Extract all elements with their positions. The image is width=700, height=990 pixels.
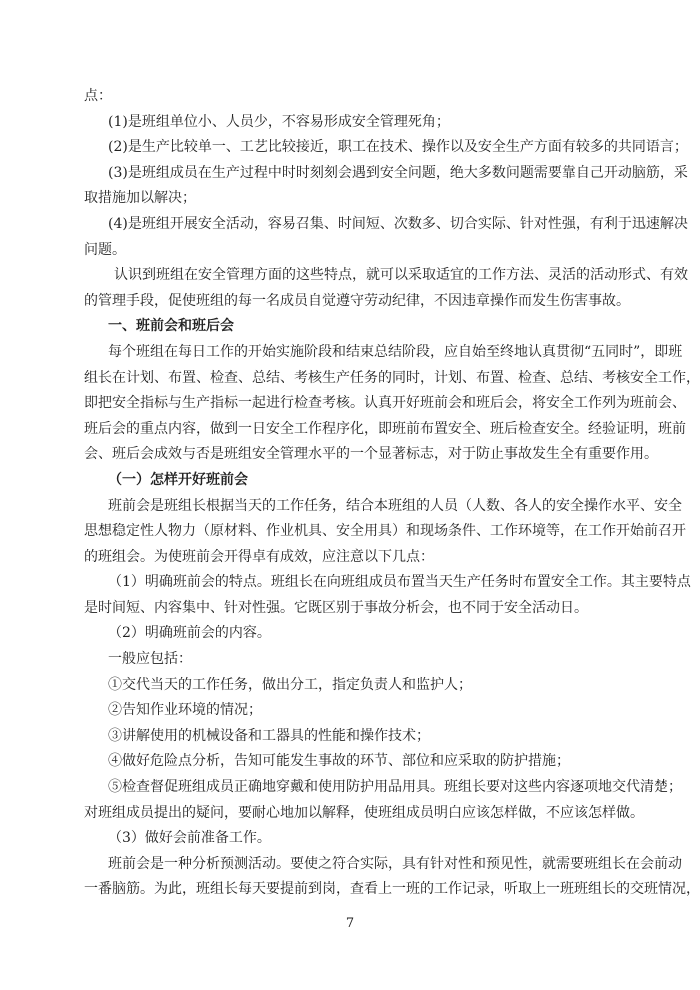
paragraph	[84, 647, 622, 673]
paragraph	[84, 570, 691, 621]
text-line: 即把安全指标与生产指标一起进行检查考核。认真开好班前会和班后会，将安全工作列为班前会、	[84, 395, 686, 412]
text-line: ④做好危险点分析，告知可能发生事故的环节、部位和应采取的防护措施；	[108, 753, 570, 770]
paragraph	[84, 212, 688, 263]
text-line: (1)是班组单位小、人员少，不容易形成安全管理死角；	[108, 113, 450, 130]
page-number: 7	[345, 916, 355, 931]
paragraph	[84, 673, 622, 699]
text-line: 组长在计划、布置、检查、总结、考核生产任务的同时，计划、布置、检查、总结、考核安全工作，	[84, 369, 700, 386]
text-line: 一番脑筋。为此，班组长每天要提前到岗，查看上一班的工作记录，听取上一班班组长的交班情况，	[84, 881, 700, 898]
text-line: 一、班前会和班后会	[108, 318, 234, 335]
text-line: 对班组成员提出的疑问，要耐心地加以解释，使班组成员明白应该怎样做，不应该怎样做。	[84, 804, 644, 821]
text-line: ⑤检查督促班组成员正确地穿戴和使用防护用品用具。班组长要对这些内容逐项地交代清楚；	[108, 779, 682, 796]
text-line: 会、班后会成效与否是班组安全管理水平的一个显著标志，对于防止事故发生全有重要作用。	[84, 446, 658, 463]
text-line: (3)是班组成员在生产过程中时时刻刻会遇到安全问题，绝大多数问题需要靠自己开动脑筋，采	[108, 164, 688, 181]
text-line: 点：	[84, 88, 112, 104]
paragraph	[84, 135, 688, 161]
text-line: 班后会的重点内容，做到一日安全工作程序化，即班前布置安全、班后检查安全。经验证明，班前	[84, 420, 686, 437]
text-line: 问题。	[84, 241, 126, 258]
paragraph	[84, 749, 622, 775]
text-line: ③讲解使用的机械设备和工器具的性能和操作技术；	[108, 727, 430, 744]
paragraph	[84, 621, 622, 647]
text-line: （3）做好会前准备工作。	[108, 830, 271, 847]
text-line: （1）明确班前会的特点。班组长在向班组成员布置当天生产任务时布置安全工作。其主要特点	[108, 574, 691, 591]
text-line: (4)是班组开展安全活动，容易召集、时间短、次数多、切合实际、针对性强，有利于迅速解决	[108, 215, 688, 232]
text-line: 班前会是班组长根据当天的工作任务，结合本班组的人员（人数、各人的安全操作水平、安全	[108, 497, 682, 514]
text-line: 每个班组在每日工作的开始实施阶段和结束总结阶段，应自始至终地认真贯彻“五同时”，即班	[108, 343, 683, 360]
paragraph	[84, 110, 622, 136]
document-body	[84, 84, 700, 903]
text-line: 一般应包括：	[108, 651, 192, 668]
paragraph	[84, 826, 622, 852]
text-line: 的班组会。为使班前会开得卓有成效，应注意以下几点：	[84, 548, 434, 565]
text-line: ②告知作业环境的情况；	[108, 702, 262, 719]
paragraph	[84, 161, 688, 212]
text-line: （2）明确班前会的内容。	[108, 625, 271, 642]
text-line: 班前会是一种分析预测活动。要使之符合实际，具有针对性和预见性，就需要班组长在会前动	[108, 855, 682, 872]
paragraph	[84, 84, 622, 110]
text-line: (2)是生产比较单一、工艺比较接近，职工在技术、操作以及安全生产方面有较多的共同语言；	[108, 139, 688, 156]
paragraph	[84, 698, 622, 724]
paragraph	[84, 852, 700, 903]
paragraph	[84, 494, 686, 571]
text-line: 的管理手段，促使班组的每一名成员自觉遵守劳动纪律，不因违章操作而发生伤害事故。	[84, 292, 630, 309]
text-line: 认识到班组在安全管理方面的这些特点，就可以采取适宜的工作方法、灵活的活动形式、有效	[114, 267, 688, 284]
paragraph	[84, 340, 700, 468]
section-heading	[84, 314, 622, 340]
text-line: 是时间短、内容集中、针对性强。它既区别于事故分析会，也不同于安全活动日。	[84, 599, 588, 616]
paragraph	[84, 724, 622, 750]
text-line: （一）怎样开好班前会	[108, 471, 248, 488]
text-line: 思想稳定性人物力（原材料、作业机具、安全用具）和现场条件、工作环境等，在工作开始前召开	[84, 523, 686, 540]
text-line: ①交代当天的工作任务，做出分工，指定负责人和监护人；	[108, 676, 472, 693]
text-line: 取措施加以解决；	[84, 190, 196, 207]
section-heading	[84, 468, 622, 494]
paragraph	[84, 263, 688, 314]
paragraph	[84, 775, 682, 826]
